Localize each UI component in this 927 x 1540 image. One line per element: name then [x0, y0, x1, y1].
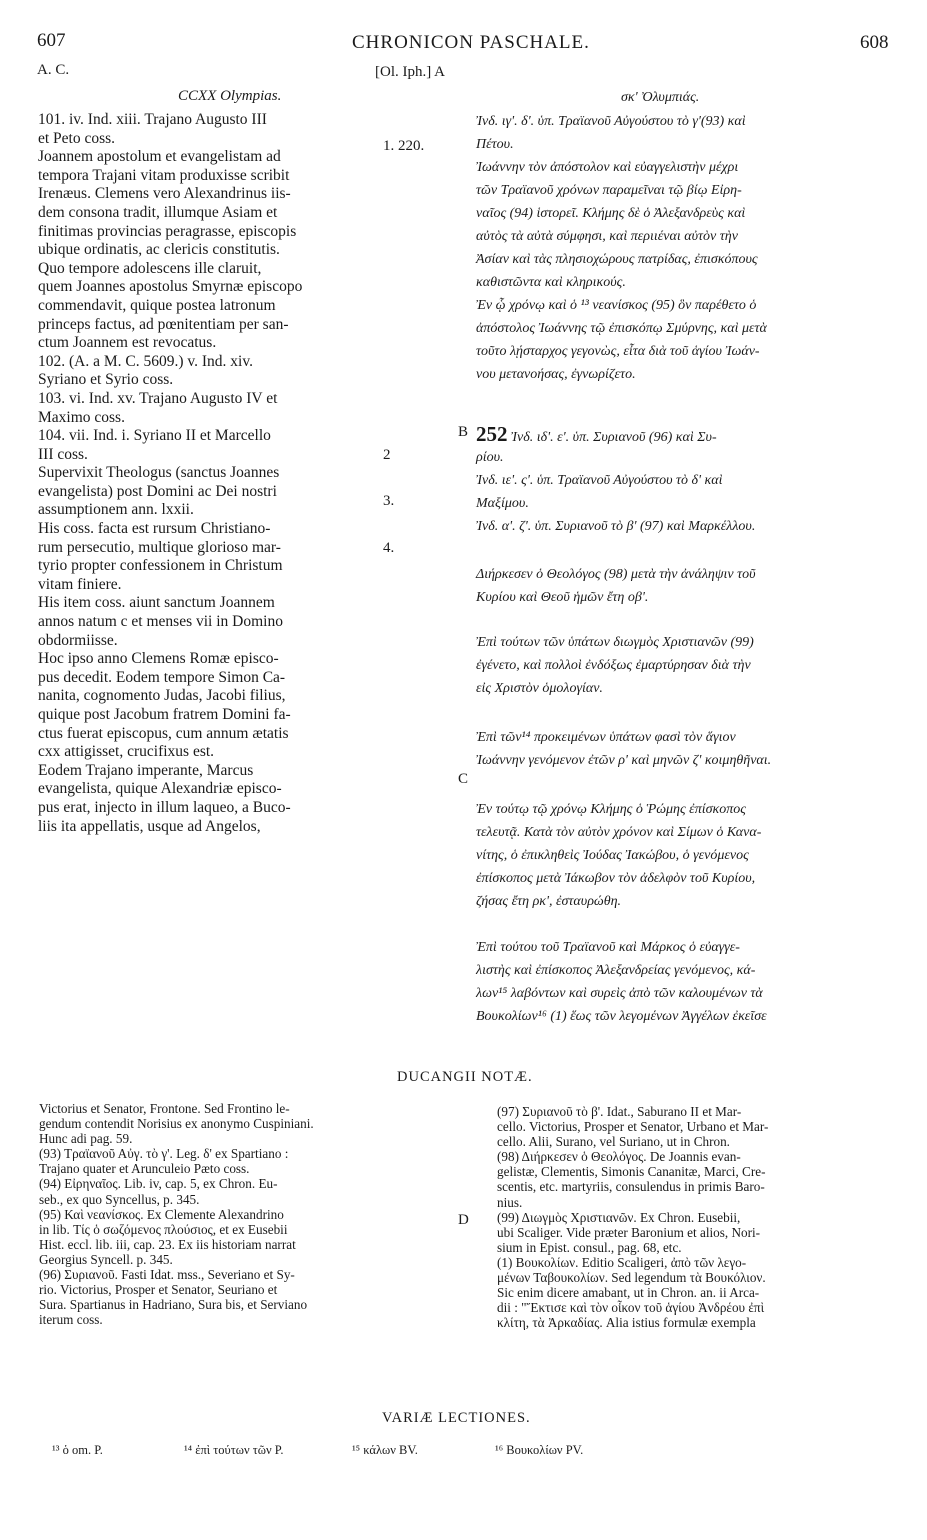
- page-number-right: 608: [860, 32, 889, 53]
- year-marker-2: 2: [383, 447, 391, 463]
- variant-16: ¹⁶ Βουκολίων PV.: [495, 1443, 584, 1457]
- greek-line: ἐγένετο, καὶ πολλοὶ ἐνδόξως ἐμαρτύρησαν διὰ τὴν: [476, 658, 751, 673]
- greek-line: Ἰνδ. ιε'. ς'. ὑπ. Τραϊανοῦ Αὐγούστου τὸ δ' καὶ: [476, 473, 723, 488]
- latin-line: liis ita appellatis, usque ad Angelos,: [38, 817, 261, 835]
- note-left-line: Hist. eccl. lib. iii, cap. 23. Ex iis historiam narrat: [39, 1236, 296, 1252]
- note-right-line: gelistæ, Clementis, Simonis Cananitæ, Marci, Cre-: [497, 1164, 766, 1180]
- latin-line: rum persecutio, multique glorioso mar-: [38, 538, 281, 556]
- note-left-line: seb., ex quo Syncellus, p. 345.: [39, 1191, 200, 1207]
- greek-line: καθιστῶντα καὶ κληρικούς.: [476, 275, 626, 290]
- variant-13: ¹³ ὁ om. P.: [52, 1443, 103, 1457]
- greek-block-e: [476, 726, 891, 772]
- latin-line: Quo tempore adolescens ille claruit,: [38, 259, 262, 277]
- note-right-line: ubi Scaliger. Vide præter Baronium et alios, Nori-: [497, 1224, 761, 1240]
- greek-block-c: [476, 563, 891, 609]
- greek-line: νου μετανοήσας, ἐγνωρίζετο.: [476, 367, 636, 382]
- greek-olympiad-heading: σκ' Ὀλυμπιάς.: [621, 90, 700, 105]
- greek-line: Ἀσίαν καὶ τὰς πλησιοχώρους πατρίδας, ἐπισκόπους: [476, 252, 758, 267]
- greek-line: Πέτου.: [476, 137, 514, 152]
- year-marker-3: 3.: [383, 493, 395, 509]
- latin-line: tempora Trajani vitam produxisse scribit: [38, 166, 290, 184]
- variant-14: ¹⁴ ἐπὶ τούτων τῶν P.: [184, 1443, 284, 1457]
- latin-line: et Peto coss.: [38, 129, 116, 147]
- section-marker-b: B: [458, 424, 469, 440]
- latin-line: cxx attigisset, crucifixus est.: [38, 743, 215, 761]
- latin-line: Hoc ipso anno Clemens Romæ episco-: [38, 650, 279, 668]
- greek-line: Βουκολίων¹⁶ (1) ἕως τῶν λεγομένων Ἀγγέλων ἐκεῖσε: [476, 1009, 767, 1024]
- note-right-line: scentis, etc. martyriis, consulendus in primis Baro-: [497, 1179, 765, 1195]
- latin-line: 102. (A. a M. C. 5609.) v. Ind. xiv.: [38, 352, 253, 370]
- note-right-line: (1) Βουκολίων. Editio Scaligeri, ἀπὸ τῶν λεγο-: [497, 1254, 747, 1270]
- note-right-line: sium in Epist. consul., pag. 68, etc.: [497, 1239, 682, 1255]
- greek-line: Ἰωάννην γενόμενον ἐτῶν ρ' καὶ μηνῶν ζ' κοιμηθῆναι.: [476, 753, 772, 768]
- greek-line: Ἐπὶ τῶν¹⁴ προκειμένων ὑπάτων φασὶ τὸν ἅγιον: [476, 730, 736, 745]
- greek-line: Ἐν τούτῳ τῷ χρόνῳ Κλήμης ὁ Ῥώμης ἐπίσκοπος: [476, 802, 746, 817]
- greek-line: Ἐπὶ τούτου τοῦ Τραϊανοῦ καὶ Μάρκος ὁ εὐαγγε-: [476, 940, 740, 955]
- greek-line: ναῖος (94) ἱστορεῖ. Κλήμης δὲ ὁ Ἀλεξανδρεὺς καὶ: [476, 206, 746, 221]
- greek-block-g: [476, 936, 891, 1028]
- column-label-center: [Ol. Iph.] A: [375, 64, 445, 80]
- note-right-line: (99) Διωγμὸς Χριστιανῶν. Ex Chron. Eusebii,: [497, 1209, 741, 1225]
- note-right-line: (97) Συριανοῦ τὸ β'. Idat., Saburano II et Mar-: [497, 1104, 742, 1119]
- notes-heading: DUCANGII NOTÆ.: [397, 1069, 533, 1085]
- year-marker-4: 4.: [383, 540, 395, 556]
- latin-line: 103. vi. Ind. xv. Trajano Augusto IV et: [38, 389, 278, 407]
- note-right-line: nius.: [497, 1194, 523, 1210]
- greek-number-252: 252: [476, 422, 508, 446]
- latin-line: dem consona tradit, illumque Asiam et: [38, 203, 278, 221]
- latin-line: Syriano et Syrio coss.: [38, 371, 174, 389]
- latin-line: annos natum c et menses vii in Domino: [38, 613, 283, 631]
- year-marker-220: 1. 220.: [383, 138, 425, 154]
- greek-line: Διήρκεσεν ὁ Θεολόγος (98) μετὰ τὴν ἀνάληψιν τοῦ: [476, 567, 756, 582]
- note-right-line: cello. Alii, Surano, vel Suriano, ut in Chron.: [497, 1134, 730, 1150]
- note-left-line: (93) Τραϊανοῦ Αὐγ. τὸ γ'. Leg. δ' ex Spartiano :: [39, 1146, 289, 1162]
- note-left-line: gendum contendit Norisius ex anonymo Cuspiniani.: [39, 1116, 314, 1132]
- note-left-line: Sura. Spartianus in Hadriano, Sura bis, et Serviano: [39, 1297, 308, 1313]
- running-title: CHRONICON PASCHALE.: [352, 32, 590, 53]
- variant-15: ¹⁵ κάλων BV.: [352, 1443, 418, 1457]
- note-left-line: Trajano quater et Arunculeio Pæto coss.: [39, 1161, 250, 1177]
- note-right-line: κλίτη, τὰ Ἀρκαδίας. Alia istius formulæ exempla: [497, 1315, 756, 1331]
- greek-line: ρίου.: [476, 450, 504, 465]
- latin-line: obdormiisse.: [38, 631, 118, 649]
- note-left-line: Georgius Syncell. p. 345.: [39, 1251, 173, 1267]
- greek-line: Ἐν ᾧ χρόνῳ καὶ ὁ ¹³ νεανίσκος (95) ὃν παρέθετο ὁ: [476, 298, 757, 313]
- latin-line: vitam finiere.: [38, 575, 122, 593]
- latin-line: III coss.: [38, 445, 88, 463]
- greek-line: τελευτᾷ. Κατὰ τὸν αὐτὸν χρόνον καὶ Σίμων ὁ Κανα-: [476, 825, 762, 840]
- note-right-line: dii : "Ἔκτισε καὶ τὸν οἶκον τοῦ ἁγίου Ἀνδρέου ἐπὶ: [497, 1300, 765, 1316]
- note-right-line: μένων Ταβουκολίων. Sed legendum τὰ Βουκόλιον.: [497, 1270, 766, 1286]
- latin-line: Joannem apostolum et evangelistam ad: [38, 148, 281, 166]
- note-left-line: (95) Καὶ νεανίσκος. Ex Clemente Alexandrino: [39, 1206, 284, 1222]
- latin-line: ctum Joannem est revocatus.: [38, 334, 217, 352]
- greek-block-b: [476, 446, 891, 538]
- latin-line: evangelista, quique Alexandriæ episco-: [38, 780, 282, 798]
- latin-line: tyrio propter confessionem in Christum: [38, 557, 283, 575]
- latin-olympiad-heading: CCXX Olympias.: [178, 88, 282, 104]
- note-left-line: Victorius et Senator, Frontone. Sed Frontino le-: [39, 1101, 290, 1116]
- latin-line: Irenæus. Clemens vero Alexandrinus iis-: [38, 185, 291, 203]
- latin-line: nanita, cognomento Judas, Jacobi filius,: [38, 687, 286, 705]
- latin-line: quem Joannes apostolus Smyrnæ episcopo: [38, 278, 303, 296]
- greek-block-f: [476, 798, 891, 913]
- greek-line: νίτης, ὁ ἐπικληθεὶς Ἰούδας Ἰακώβου, ὁ γενόμενος: [476, 848, 749, 863]
- latin-line: princeps factus, ad pœnitentiam per san-: [38, 315, 289, 333]
- latin-line: ubique ordinatis, ac clericis constitutis.: [38, 241, 280, 259]
- greek-block-a: [476, 110, 891, 386]
- greek-line: εἰς Χριστὸν ὁμολογίαν.: [476, 681, 603, 696]
- latin-line: quique post Jacobum fratrem Domini fa-: [38, 706, 291, 723]
- section-marker-d: D: [458, 1212, 469, 1228]
- latin-line: Supervixit Theologus (sanctus Joannes: [38, 464, 280, 482]
- greek-line: αὐτὸς τὰ αὐτὰ σύμφησι, καὶ περιιέναι αὐτὸν τὴν: [476, 229, 738, 244]
- latin-line: 101. iv. Ind. xiii. Trajano Augusto III: [38, 111, 267, 128]
- latin-line: Eodem Trajano imperante, Marcus: [38, 761, 254, 779]
- greek-line: λιστὴς καὶ ἐπίσκοπος Ἀλεξανδρείας γενόμενος, κά-: [476, 963, 756, 978]
- latin-line: 104. vii. Ind. i. Syriano II et Marcello: [38, 427, 271, 445]
- greek-line: Ἰωάννην τὸν ἀπόστολον καὶ εὐαγγελιστὴν μέχρι: [476, 160, 739, 175]
- note-left-line: (96) Συριανοῦ. Fasti Idat. mss., Severiano et Sy-: [39, 1267, 295, 1283]
- latin-line: Maximo coss.: [38, 408, 125, 426]
- greek-line: ζήσας ἔτη ρκ', ἐσταυρώθη.: [476, 894, 622, 909]
- note-left-line: iterum coss.: [39, 1312, 103, 1328]
- notes-right-column: [497, 1104, 892, 1330]
- greek-line: λων¹⁵ λαβόντων καὶ συρεὶς ἀπὸ τῶν καλουμένων τὰ: [476, 986, 763, 1001]
- note-right-line: cello. Victorius, Prosper et Senator, Urbano et Mar-: [497, 1119, 769, 1135]
- latin-line: His item coss. aiunt sanctum Joannem: [38, 594, 275, 612]
- greek-line: τῶν Τραϊανοῦ χρόνων παραμεῖναι τῷ βίῳ Εἰρη-: [476, 183, 742, 198]
- page-number-left: 607: [37, 30, 66, 51]
- notes-left-column: [39, 1101, 457, 1327]
- note-right-line: (98) Διήρκεσεν ὁ Θεολόγος. De Joannis evan-: [497, 1149, 741, 1165]
- latin-line: pus decedit. Eodem tempore Simon Ca-: [38, 668, 286, 686]
- latin-column: [38, 111, 370, 836]
- section-marker-c: C: [458, 771, 469, 787]
- latin-line: evangelista) post Domini ac Dei nostri: [38, 482, 277, 500]
- latin-line: pus erat, injecto in illum laqueo, a Buco-: [38, 798, 291, 816]
- greek-line: Ἐπὶ τούτων τῶν ὑπάτων διωγμὸς Χριστιανῶν (99): [476, 635, 754, 650]
- note-left-line: (94) Εἰρηναῖος. Lib. iv, cap. 5, ex Chron. Eu-: [39, 1176, 278, 1192]
- greek-line: τοῦτο λῄσταρχος γεγονὼς, εἶτα διὰ τοῦ ἁγίου Ἰωάν-: [476, 344, 760, 359]
- greek-line-252-text: Ἰνδ. ιδ'. ε'. ὑπ. Συριανοῦ (96) καὶ Συ-: [511, 430, 717, 445]
- latin-line: finitimas provincias peragrasse, episcopis: [38, 222, 297, 240]
- note-left-line: Hunc adi pag. 59.: [39, 1131, 133, 1147]
- greek-line: Κυρίου καὶ Θεοῦ ἡμῶν ἔτη οβ'.: [476, 590, 649, 605]
- note-left-line: in lib. Τίς ὁ σωζόμενος πλούσιος, et ex Eusebii: [39, 1221, 288, 1237]
- greek-line: Μαξίμου.: [476, 496, 529, 511]
- note-left-line: rio. Victorius, Prosper et Senator, Seuriano et: [39, 1282, 278, 1298]
- column-label-left: A. C.: [37, 62, 70, 78]
- greek-line: ἀπόστολος Ἰωάννης τῷ ἐπισκόπῳ Σμύρνης, καὶ μετὰ: [476, 321, 767, 336]
- latin-line: commendavit, quique postea latronum: [38, 296, 276, 314]
- latin-line: assumptionem ann. lxxii.: [38, 501, 194, 519]
- greek-line: Ἰνδ. α'. ζ'. ὑπ. Συριανοῦ τὸ β' (97) καὶ Μαρκέλλου.: [476, 519, 756, 534]
- greek-line: Ἰνδ. ιγ'. δ'. ὑπ. Τραϊανοῦ Αὐγούστου τὸ γ'(93) καὶ: [476, 114, 746, 129]
- greek-block-d: [476, 631, 891, 700]
- variae-heading: VARIÆ LECTIONES.: [382, 1410, 531, 1426]
- latin-line: His coss. facta est rursum Christiano-: [38, 520, 271, 538]
- greek-line: ἐπίσκοπος μετὰ Ἰάκωβον τὸν ἀδελφὸν τοῦ Κυρίου,: [476, 871, 756, 886]
- latin-line: ctus fuerat episcopus, cum annum ætatis: [38, 724, 289, 742]
- note-right-line: Sic enim dicere amabant, ut in Chron. an. ii Arca-: [497, 1285, 760, 1301]
